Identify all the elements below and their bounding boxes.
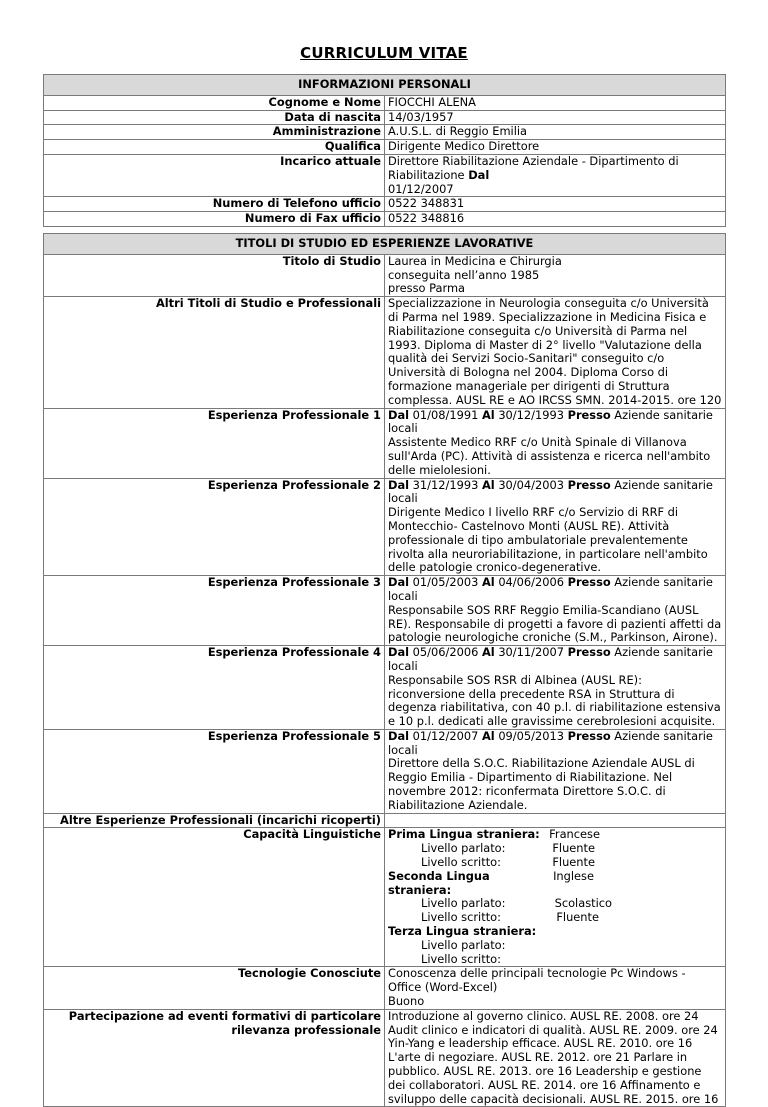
row-label: Altri Titoli di Studio e Professionali bbox=[44, 297, 385, 408]
row-label: Esperienza Professionale 1 bbox=[44, 408, 385, 478]
current-role-date: 01/12/2007 bbox=[388, 181, 454, 196]
table-row bbox=[44, 967, 726, 1009]
table-row bbox=[44, 408, 726, 478]
al-label: Al bbox=[481, 575, 495, 590]
row-label: Numero di Telefono ufficio bbox=[44, 197, 385, 212]
row-label: Cognome e Nome bbox=[44, 95, 385, 110]
phone-value: 0522 348831 bbox=[385, 197, 726, 212]
written-level: Fluente bbox=[556, 910, 599, 925]
al-label: Al bbox=[481, 645, 495, 660]
events-value: Introduzione al governo clinico. AUSL RE. 2008. ore 24 Audit clinico e indicatori di qualità. AUSL RE. 2009. ore 24 Yin-Yang e leadership efficace. AUSL RE. 2010. ore 16 L'arte di negoziare. AUSL RE. 2012. ore 21 Parlare in pubblico. AUSL RE. 2013. ore 16 Leadership e gestione dei collaboratori. AUSL RE. 2014. ore 16 Affinamento e sviluppo delle capacità decisionali. AUSL RE. 2015. ore 16 bbox=[385, 1009, 726, 1107]
second-language-label: Seconda Lingua straniera: bbox=[388, 868, 490, 897]
degree-value: Laurea in Medicina e Chirurgia conseguita nell’anno 1985 presso Parma bbox=[385, 254, 726, 296]
fax-value: 0522 348816 bbox=[385, 212, 726, 227]
experience-value bbox=[385, 576, 726, 646]
employer: Aziende sanitarie locali bbox=[388, 575, 713, 603]
row-label: Titolo di Studio bbox=[44, 254, 385, 296]
row-label: Numero di Fax ufficio bbox=[44, 212, 385, 227]
second-language-value: Inglese bbox=[553, 868, 594, 883]
al-label: Al bbox=[481, 728, 495, 743]
presso-label: Presso bbox=[567, 407, 611, 422]
al-label: Al bbox=[481, 477, 495, 492]
row-label: Esperienza Professionale 3 bbox=[44, 576, 385, 646]
row-label: Esperienza Professionale 2 bbox=[44, 478, 385, 576]
dal-label: Dal bbox=[468, 167, 490, 182]
experience-description: Assistente Medico RRF c/o Unità Spinale di Villanova sull'Arda (PC). Attività di assistenza e ricerca nell'ambito delle mielolesioni. bbox=[388, 435, 711, 477]
table-row bbox=[44, 729, 726, 813]
table-row bbox=[44, 154, 726, 196]
experience-description: Dirigente Medico I livello RRF c/o Servizio di RRF di Montecchio- Castelnovo Monti (AUSL RE). Attività professionale di tipo ambulatoriale prevalentemente rivolta alla neuroriabilitazione, in particolare nell'ambito delle patologie cronico-degenerative. bbox=[388, 505, 708, 575]
spoken-level: Scolastico bbox=[554, 896, 612, 911]
personal-info-heading: INFORMAZIONI PERSONALI bbox=[44, 75, 726, 96]
administration-value: A.U.S.L. di Reggio Emilia bbox=[385, 125, 726, 140]
written-label: Livello scritto: bbox=[421, 910, 501, 925]
experience-value bbox=[385, 408, 726, 478]
row-label: Tecnologie Conosciute bbox=[44, 967, 385, 1009]
from-date: 05/06/2006 bbox=[412, 645, 479, 660]
experience-value bbox=[385, 729, 726, 813]
spoken-level: Fluente bbox=[552, 841, 595, 856]
table-row bbox=[44, 110, 726, 125]
row-label: Amministrazione bbox=[44, 125, 385, 140]
current-role-value bbox=[385, 154, 726, 196]
table-row bbox=[44, 197, 726, 212]
employer: Aziende sanitarie locali bbox=[388, 407, 713, 436]
table-row bbox=[44, 828, 726, 967]
presso-label: Presso bbox=[567, 728, 611, 743]
written-label: Livello scritto: bbox=[421, 951, 501, 966]
table-row bbox=[44, 1009, 726, 1107]
row-label: Incarico attuale bbox=[44, 154, 385, 196]
row-label: Qualifica bbox=[44, 140, 385, 155]
table-row bbox=[44, 478, 726, 576]
current-role-text: Direttore Riabilitazione Aziendale - Dipartimento di Riabilitazione bbox=[388, 153, 679, 182]
birthdate-value: 14/03/1957 bbox=[385, 110, 726, 125]
name-value: FIOCCHI ALENA bbox=[385, 95, 726, 110]
table-row bbox=[44, 813, 726, 828]
presso-label: Presso bbox=[567, 575, 611, 590]
row-label: Partecipazione ad eventi formativi di particolare rilevanza professionale bbox=[44, 1009, 385, 1107]
education-heading: TITOLI DI STUDIO ED ESPERIENZE LAVORATIVE bbox=[44, 234, 726, 255]
from-date: 01/08/1991 bbox=[412, 407, 479, 422]
from-date: 01/12/2007 bbox=[412, 728, 479, 743]
spoken-label: Livello parlato: bbox=[421, 896, 506, 911]
written-label: Livello scritto: bbox=[421, 855, 501, 870]
dal-label: Dal bbox=[388, 575, 410, 590]
table-row bbox=[44, 95, 726, 110]
other-titles-value: Specializzazione in Neurologia conseguita c/o Università di Parma nel 1989. Specializzazione in Medicina Fisica e Riabilitazione conseguita c/o Università di Parma nel 1993. Diploma di Master di 2° livello "Valutazione della qualità dei Servizi Socio-Sanitari" conseguito c/o Università di Bologna nel 2004. Diploma Corso di formazione manageriale per dirigenti di Struttura complessa. AUSL RE e AO IRCSS SMN. 2014-2015. ore 120 bbox=[385, 297, 726, 408]
table-row bbox=[44, 646, 726, 730]
row-label: Capacità Linguistiche bbox=[44, 828, 385, 967]
personal-info-table bbox=[43, 74, 726, 227]
to-date: 04/06/2006 bbox=[498, 575, 564, 590]
row-label: Esperienza Professionale 4 bbox=[44, 646, 385, 730]
experience-value bbox=[385, 478, 726, 576]
to-date: 30/11/2007 bbox=[498, 645, 564, 660]
presso-label: Presso bbox=[567, 477, 611, 492]
table-row bbox=[44, 212, 726, 227]
employer: Aziende sanitarie locali bbox=[388, 477, 713, 506]
dal-label: Dal bbox=[388, 728, 410, 743]
experience-description: Direttore della S.O.C. Riabilitazione Aziendale AUSL di Reggio Emilia - Dipartimento di Riabilitazione. Nel novembre 2012: riconfermata Direttore S.O.C. di Riabilitazione Aziendale. bbox=[388, 756, 695, 812]
languages-value bbox=[385, 828, 726, 967]
other-experience-value bbox=[385, 813, 726, 828]
third-language-label: Terza Lingua straniera: bbox=[388, 924, 537, 939]
first-language-value: Francese bbox=[549, 827, 600, 842]
row-label: Data di nascita bbox=[44, 110, 385, 125]
to-date: 09/05/2013 bbox=[498, 728, 564, 743]
to-date: 30/12/1993 bbox=[498, 407, 564, 422]
written-level: Fluente bbox=[552, 855, 595, 870]
from-date: 01/05/2003 bbox=[412, 575, 479, 590]
technologies-value: Conoscenza delle principali tecnologie Pc Windows - Office (Word-Excel) Buono bbox=[385, 967, 726, 1009]
table-row bbox=[44, 140, 726, 155]
dal-label: Dal bbox=[388, 645, 410, 660]
qualification-value: Dirigente Medico Direttore bbox=[385, 140, 726, 155]
table-row bbox=[44, 297, 726, 408]
to-date: 30/04/2003 bbox=[498, 477, 564, 492]
row-label: Esperienza Professionale 5 bbox=[44, 729, 385, 813]
table-row bbox=[44, 125, 726, 140]
education-experience-table bbox=[43, 233, 726, 1107]
spoken-label: Livello parlato: bbox=[421, 937, 506, 952]
employer: Aziende sanitarie locali bbox=[388, 728, 713, 757]
experience-description: Responsabile SOS RSR di Albinea (AUSL RE): riconversione della precedente RSA in Struttura di degenza riabilitativa, con 40 p.l. di riabilitazione estensiva e 10 p.l. dedicati alle gravissime cerebrolesioni acquisite. bbox=[388, 672, 721, 729]
table-row bbox=[44, 254, 726, 296]
employer: Aziende sanitarie locali bbox=[388, 645, 713, 673]
dal-label: Dal bbox=[388, 407, 410, 422]
first-language-label: Prima Lingua straniera: bbox=[388, 827, 540, 842]
spoken-label: Livello parlato: bbox=[421, 841, 506, 856]
document-title: CURRICULUM VITAE bbox=[300, 44, 468, 62]
experience-description: Responsabile SOS RRF Reggio Emilia-Scandiano (AUSL RE). Responsabile di progetti a favore di pazienti affetti da patologie neurologiche croniche (S.M., Parkinson, Airone). bbox=[388, 602, 722, 645]
row-label: Altre Esperienze Professionali (incarichi ricoperti) bbox=[44, 813, 385, 828]
al-label: Al bbox=[481, 407, 495, 422]
table-row bbox=[44, 576, 726, 646]
dal-label: Dal bbox=[388, 477, 410, 492]
experience-value bbox=[385, 646, 726, 730]
presso-label: Presso bbox=[567, 645, 611, 660]
from-date: 31/12/1993 bbox=[412, 477, 479, 492]
